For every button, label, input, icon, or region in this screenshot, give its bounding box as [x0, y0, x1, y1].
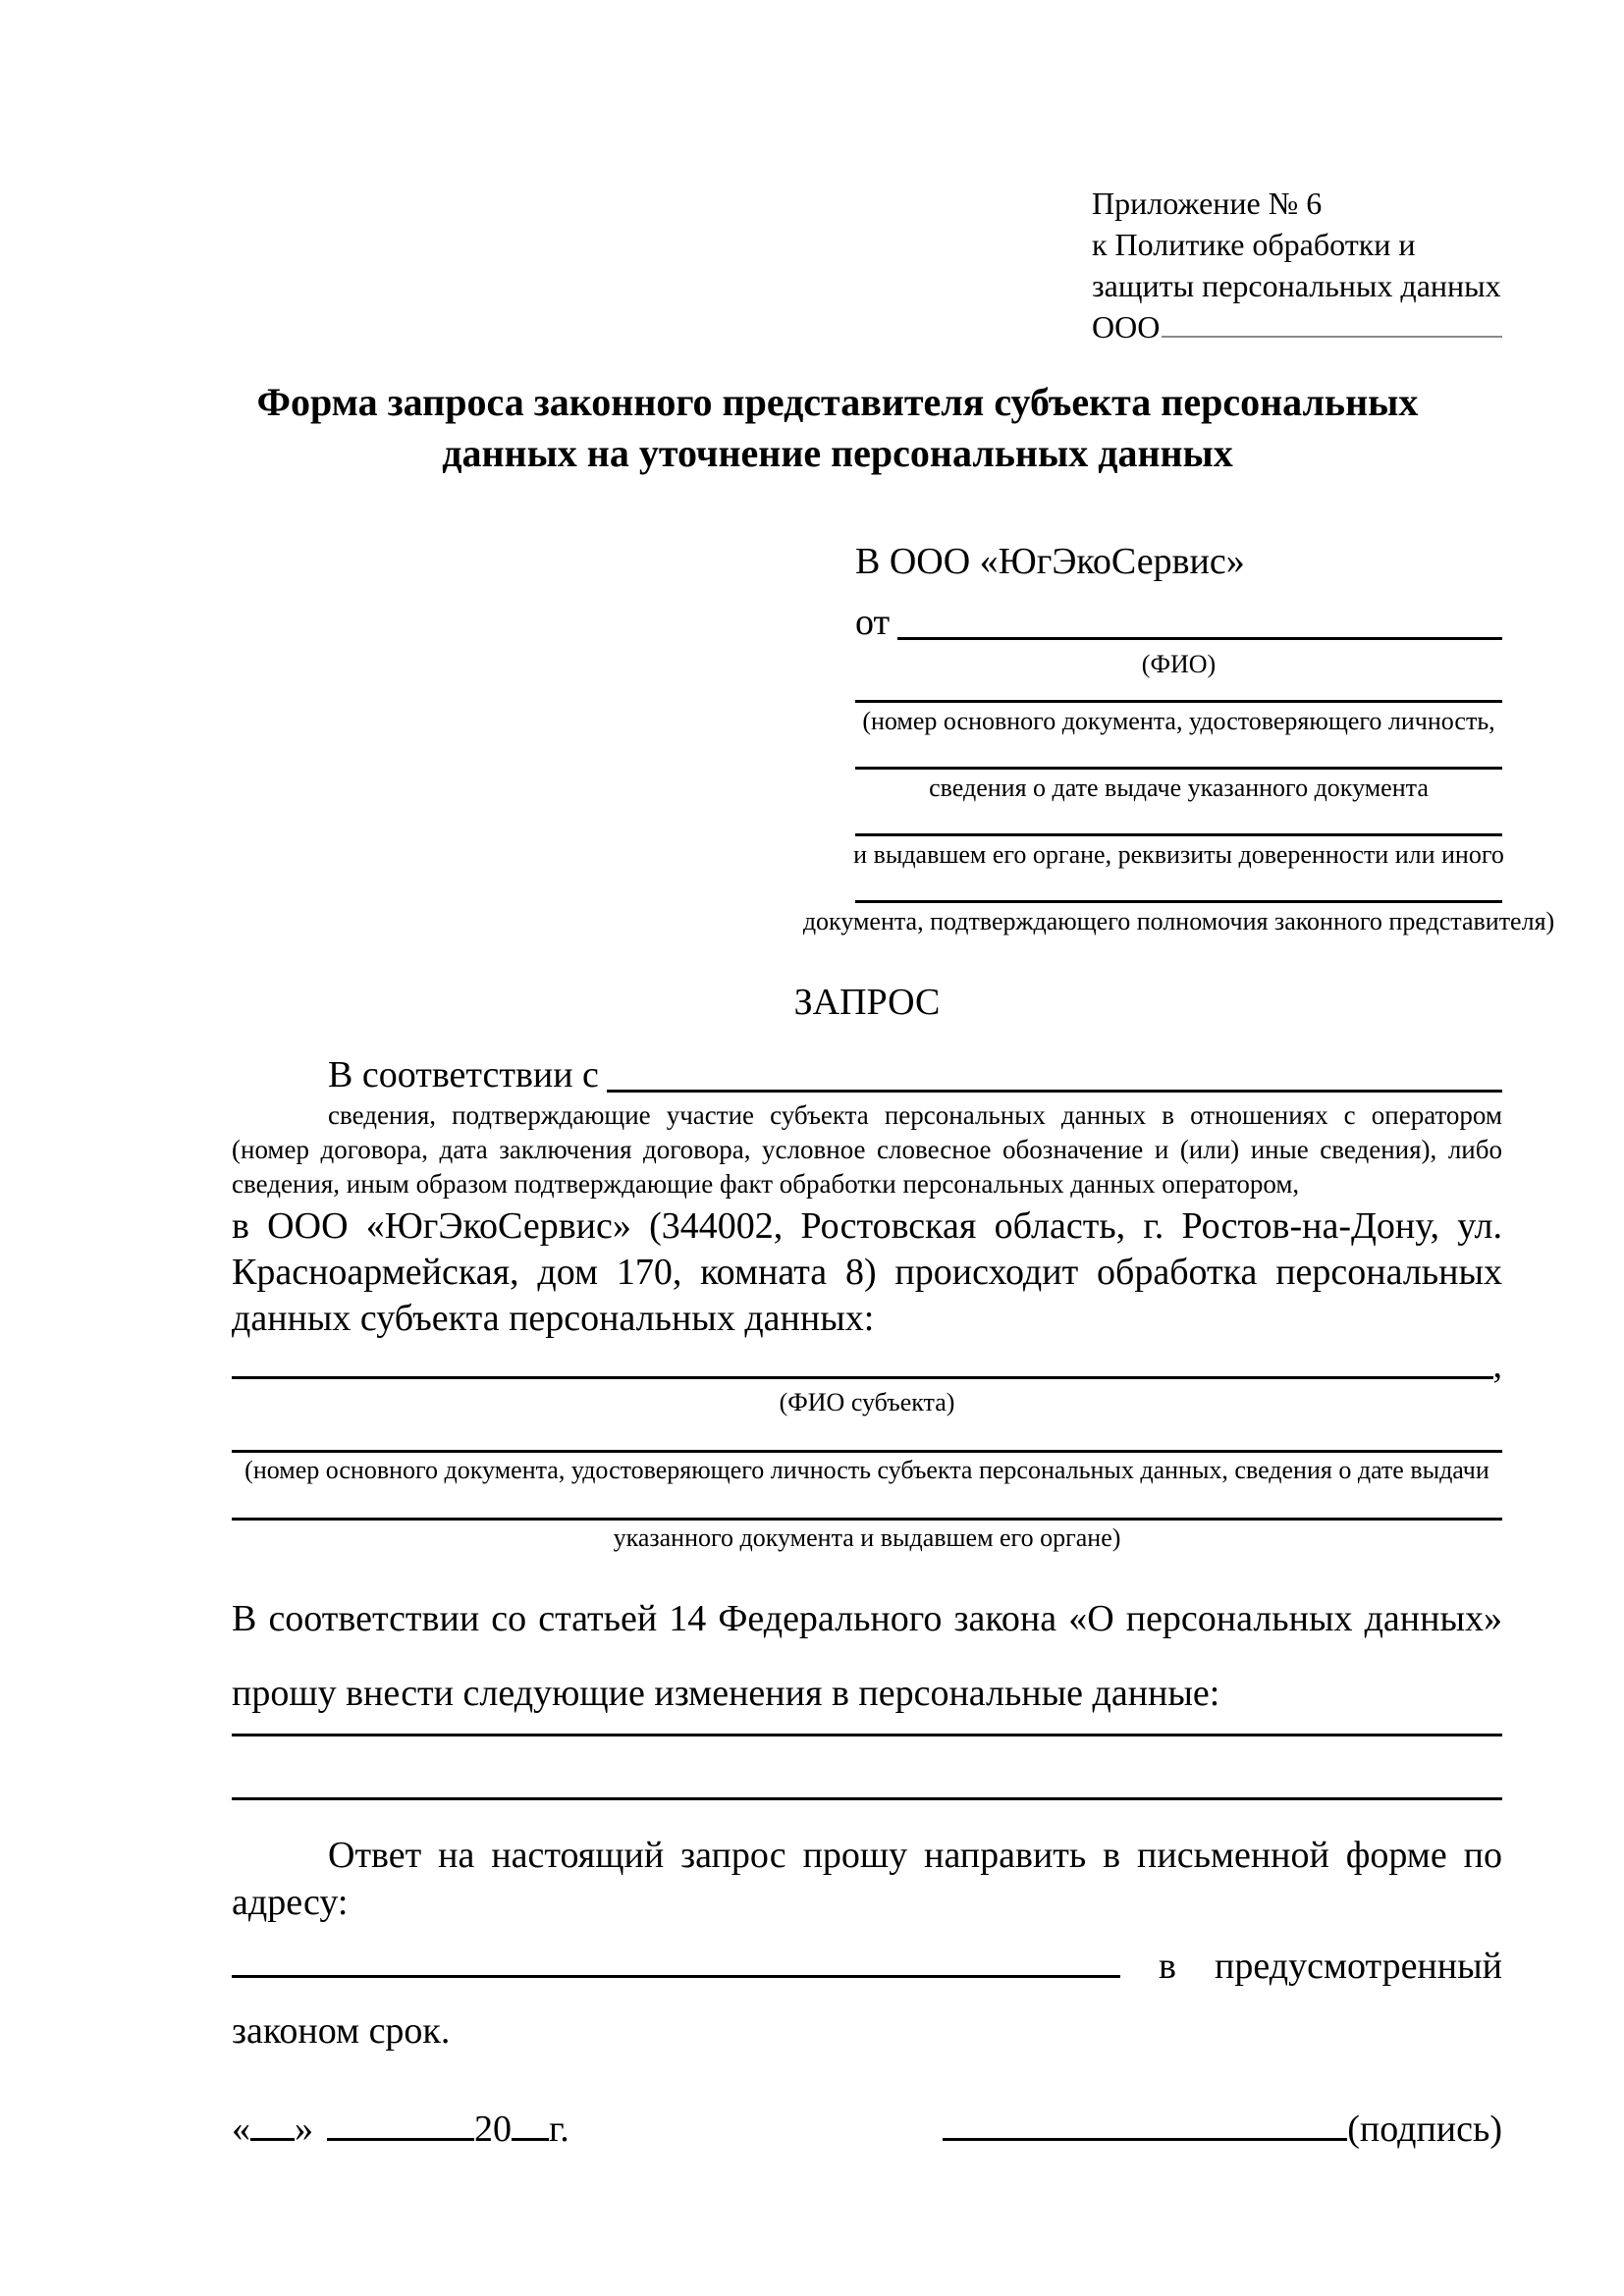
appendix-line-3: защиты персональных данных: [1092, 268, 1501, 303]
company-name-blank-line: [1162, 335, 1502, 338]
appendix-line-2: к Политике обработки и: [1092, 227, 1416, 262]
addressee-block: [802, 538, 1555, 937]
request-heading: ЗАПРОС: [793, 982, 941, 1023]
date-month-blank: [327, 2112, 474, 2141]
appendix-note: [1092, 183, 1502, 347]
date-year-prefix: 20: [474, 2109, 512, 2150]
document-number-caption: (номер основного документа, удостоверяющего личность,: [862, 707, 1495, 735]
reply-paragraph-line-1: Ответ на настоящий запрос прошу направить в письменной форме по адресу:: [232, 1835, 1502, 1923]
subject-document-caption-2: указанного документа и выдавшем его органе): [613, 1523, 1121, 1552]
company-abbr-label: ООО: [1092, 309, 1161, 345]
date-year-suffix: г.: [549, 2109, 569, 2150]
reply-paragraph-line-3: законом срок.: [232, 2010, 451, 2052]
date-day-blank: [250, 2112, 295, 2141]
page-title-line-2: данных на уточнение персональных данных: [442, 431, 1233, 475]
from-label: от: [855, 602, 891, 643]
page-title-line-1: Форма запроса законного представителя субъекта персональных: [256, 380, 1419, 424]
issue-date-blank-line: [855, 737, 1502, 770]
authority-document-caption: документа, подтверждающего полномочия законного представителя): [802, 907, 1555, 935]
issuing-authority-blank-line: [855, 804, 1502, 836]
reply-address-row: [232, 1942, 1502, 1990]
request-paragraph: В соответствии со статьей 14 Федерального закона «О персональных данных» прошу внести следующие изменения в персональные данные:: [232, 1598, 1502, 1714]
trailing-comma: ,: [1492, 1345, 1502, 1386]
signature-group: [943, 2106, 1502, 2153]
reply-word-term: предусмотренный: [1215, 1946, 1502, 1987]
reply-address-blank-line: [232, 1942, 1120, 1978]
authority-document-blank-line: [855, 871, 1502, 903]
appendix-company-row: [1092, 306, 1502, 347]
date-group: [232, 2106, 569, 2153]
subject-document-caption: (номер основного документа, удостоверяющего личность субъекта персональных данных, сведения о дате выдачи: [244, 1456, 1489, 1484]
footer-row: [232, 2106, 1502, 2153]
signature-blank-line: [943, 2112, 1347, 2141]
issuing-authority-caption: и выдавшем его органе, реквизиты доверенности или иного: [853, 840, 1504, 869]
addressee-company: В ООО «ЮгЭкоСервис»: [855, 541, 1245, 582]
subject-fio-row: [232, 1346, 1502, 1385]
from-row: [855, 599, 1502, 646]
subject-fio-caption: (ФИО субъекта): [779, 1388, 955, 1416]
reply-word-v: в: [1159, 1946, 1176, 1987]
document-number-blank-line: [855, 680, 1502, 703]
signature-caption: (подпись): [1347, 2109, 1502, 2150]
appendix-line-1: Приложение № 6: [1092, 186, 1323, 221]
changes-blank-line-2: [232, 1736, 1502, 1800]
date-open-quote: «: [232, 2109, 250, 2150]
subject-document-blank-line: [232, 1418, 1502, 1453]
basis-blank-line: [607, 1089, 1502, 1093]
date-year-blank: [512, 2112, 549, 2141]
date-close-quote: »: [295, 2109, 313, 2150]
basis-explanatory-note: сведения, подтверждающие участие субъекта персональных данных в отношениях с оператором (номер договора, дата заключения договора, условное словесное обозначение и (или) иные сведения), либо сведения, иным образом подтверждающие факт обработки персональных данных оператором,: [232, 1100, 1502, 1199]
subject-document-blank-line-2: [232, 1486, 1502, 1521]
subject-fio-blank-line: [232, 1375, 1493, 1379]
issue-date-caption: сведения о дате выдаче указанного документа: [929, 774, 1429, 802]
page-title: [232, 377, 1443, 479]
from-blank-line: [897, 636, 1502, 640]
fio-caption: (ФИО): [1141, 650, 1217, 678]
processing-paragraph: в ООО «ЮгЭкоСервис» (344002, Ростовская область, г. Ростов-на-Дону, ул. Красноармейская, дом 170, комната 8) происходит обработка персональных данных субъекта персональных данных:: [232, 1205, 1502, 1339]
basis-lead: В соответствии с: [328, 1054, 599, 1095]
basis-row: [232, 1051, 1502, 1098]
